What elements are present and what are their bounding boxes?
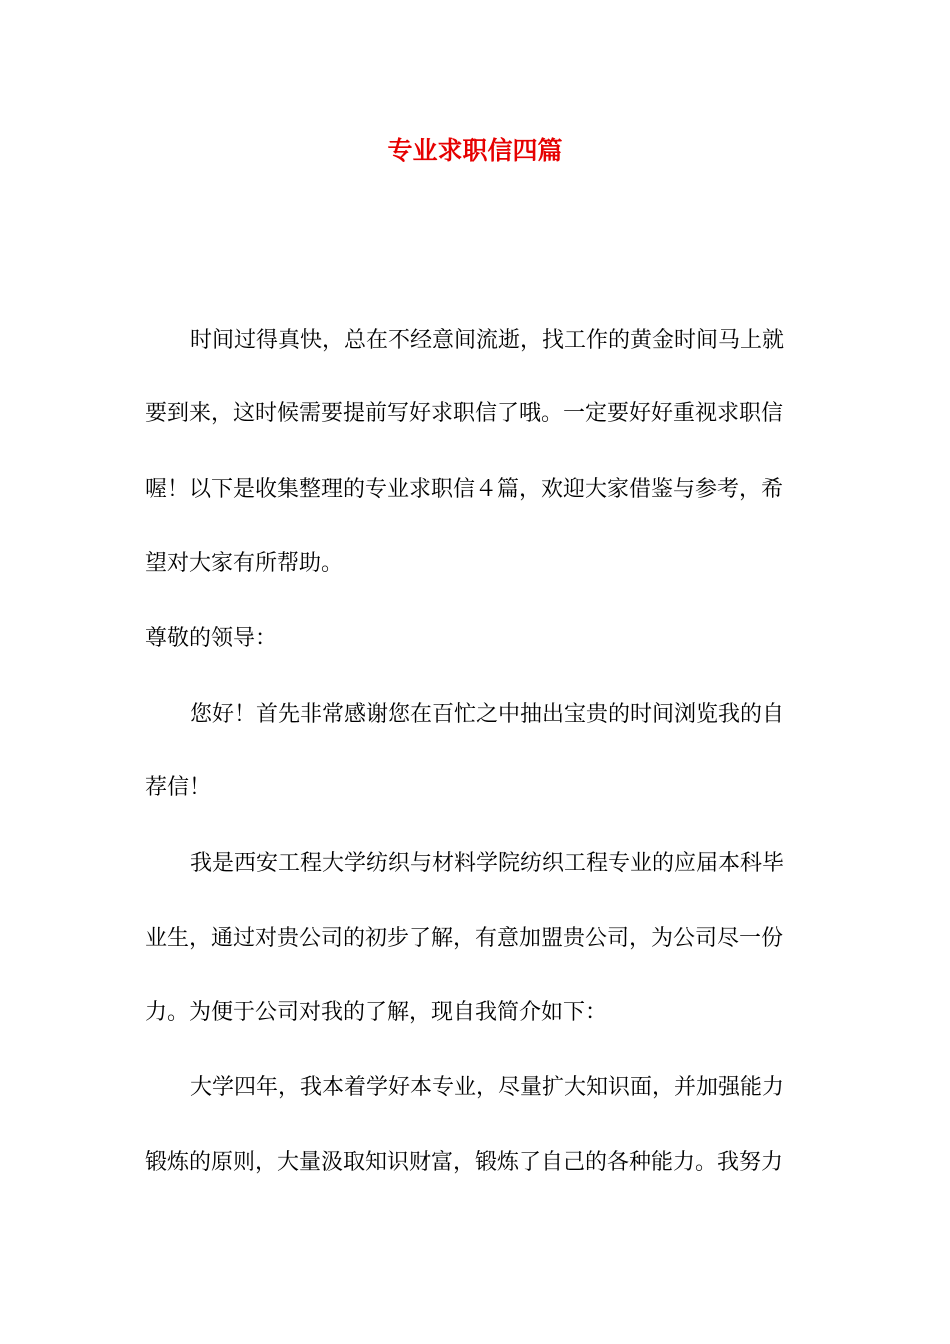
paragraph-line: 荐信！ bbox=[145, 775, 212, 800]
paragraph-line: 业生，通过对贵公司的初步了解，有意加盟贵公司，为公司尽一份 bbox=[145, 926, 784, 951]
paragraph-line: 力。为便于公司对我的了解，现自我简介如下： bbox=[145, 1000, 608, 1025]
paragraph-line: 锻炼的原则，大量汲取知识财富，锻炼了自己的各种能力。我努力 bbox=[145, 1150, 784, 1175]
salutation: 尊敬的领导： bbox=[145, 626, 278, 651]
paragraph-line: 望对大家有所帮助。 bbox=[145, 551, 344, 576]
paragraph-line: 时间过得真快，总在不经意间流逝，找工作的黄金时间马上就 bbox=[190, 328, 785, 353]
paragraph-line: 大学四年，我本着学好本专业，尽量扩大知识面，并加强能力 bbox=[190, 1075, 785, 1100]
paragraph-line: 要到来，这时候需要提前写好求职信了哦。一定要好好重视求职信 bbox=[145, 401, 784, 426]
document-title: 专业求职信四篇 bbox=[387, 136, 563, 165]
paragraph-line: 喔！以下是收集整理的专业求职信４篇，欢迎大家借鉴与参考，希 bbox=[145, 477, 784, 502]
paragraph-line: 您好！首先非常感谢您在百忙之中抽出宝贵的时间浏览我的自 bbox=[190, 702, 785, 727]
paragraph-line: 我是西安工程大学纺织与材料学院纺织工程专业的应届本科毕 bbox=[190, 851, 785, 876]
